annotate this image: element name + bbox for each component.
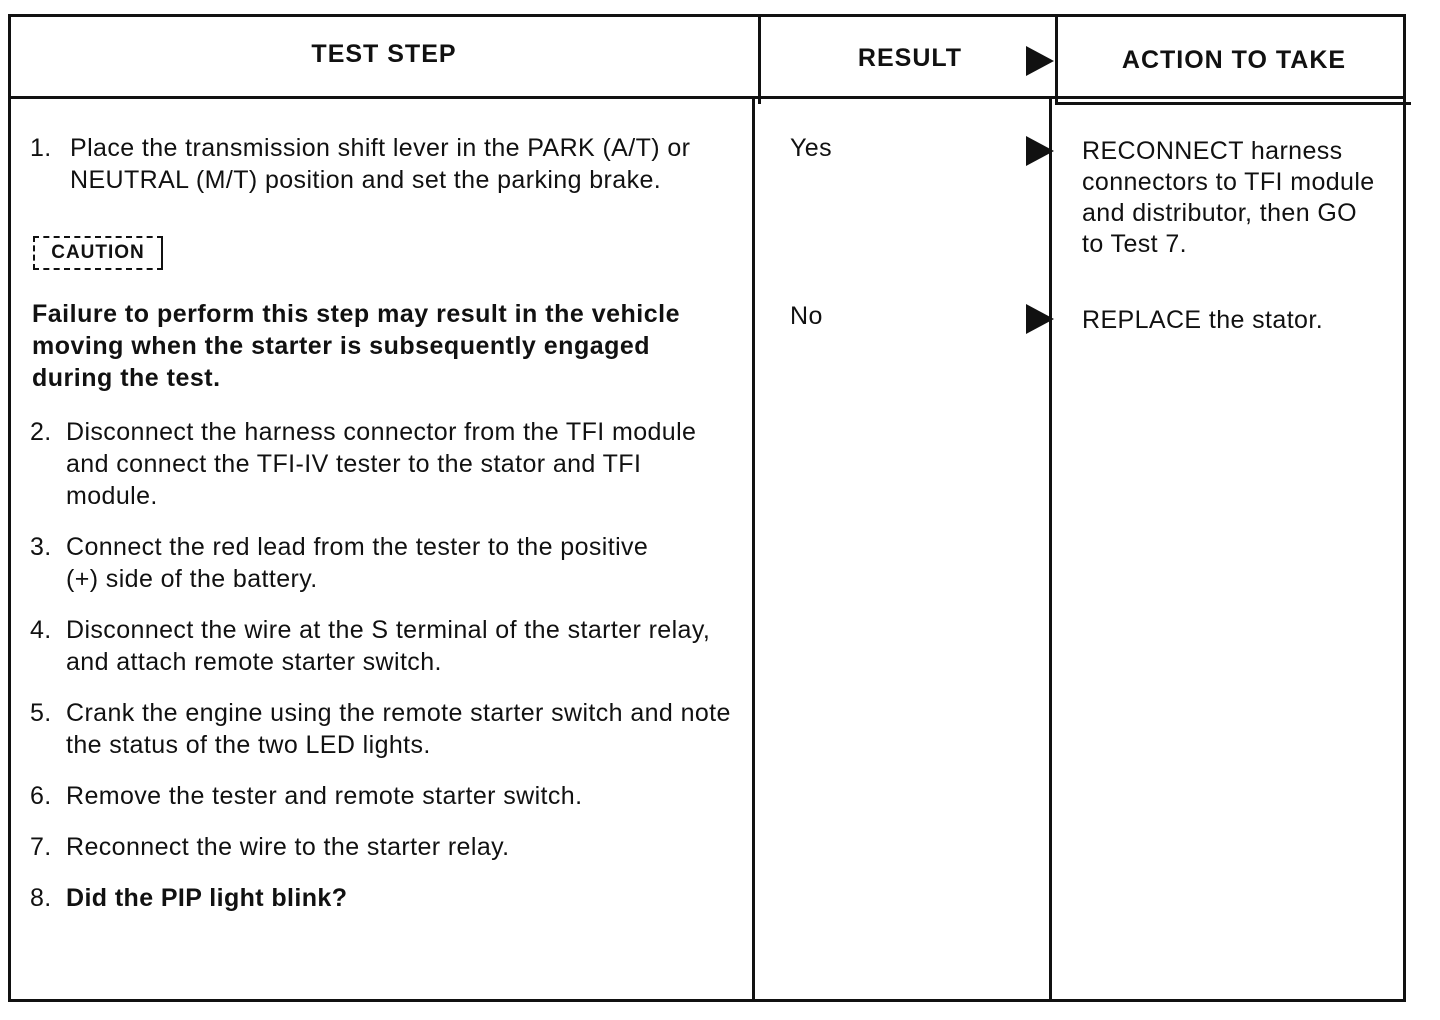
- column-divider-2: [1055, 14, 1058, 104]
- action-no: REPLACE the stator.: [1082, 306, 1324, 334]
- test-step-2: [30, 416, 706, 512]
- result-no-arrow-icon: [1026, 304, 1054, 334]
- test-step-8: [30, 882, 735, 914]
- test-step-6: [30, 780, 735, 812]
- test-step-1: [30, 132, 725, 196]
- step-text: Connect the red lead from the tester to the positive (+) side of the battery.: [66, 533, 649, 593]
- step-text: Remove the tester and remote starter switch.: [66, 782, 583, 810]
- header-test-step: TEST STEP: [311, 40, 457, 68]
- step-number: 3.: [30, 533, 52, 561]
- step-text: Reconnect the wire to the starter relay.: [66, 833, 510, 861]
- step-number: 1.: [30, 134, 52, 162]
- step-text: Crank the engine using the remote starter switch and note the status of the two LED lights.: [66, 699, 731, 759]
- step-number: 2.: [30, 418, 52, 446]
- step-list-lower: [30, 416, 735, 933]
- header-divider-right: [1055, 102, 1411, 105]
- column-divider-1: [758, 14, 761, 104]
- result-no: No: [790, 302, 823, 330]
- header-result: RESULT: [857, 44, 963, 72]
- step-number: 5.: [30, 699, 52, 727]
- header-arrow-icon: [1026, 46, 1054, 76]
- step-number: 4.: [30, 616, 52, 644]
- step-number: 8.: [30, 884, 52, 912]
- caution-badge: CAUTION: [33, 236, 163, 270]
- header-action: ACTION TO TAKE: [1121, 46, 1347, 74]
- caution-text: Failure to perform this step may result in the vehicle moving when the starter is subsequently engaged during the test.: [32, 300, 680, 392]
- step-text: Did the PIP light blink?: [66, 884, 348, 912]
- test-step-4: [30, 614, 716, 678]
- step-list-upper: [30, 132, 735, 212]
- result-yes-arrow-icon: [1026, 136, 1054, 166]
- step-number: 7.: [30, 833, 52, 861]
- test-step-5: [30, 697, 756, 761]
- action-yes: RECONNECT harness connectors to TFI module and distributor, then GO to Test 7.: [1082, 137, 1375, 258]
- test-step-3: [30, 531, 686, 595]
- column-divider-1-lower: [752, 99, 755, 1002]
- step-text: Disconnect the wire at the S terminal of the starter relay, and attach remote starter switch.: [66, 616, 711, 676]
- column-divider-2-lower: [1049, 99, 1052, 1002]
- step-text: Place the transmission shift lever in the PARK (A/T) or NEUTRAL (M/T) position and set the parking brake.: [70, 134, 691, 194]
- step-text: Disconnect the harness connector from the TFI module and connect the TFI-IV tester to the stator and TFI module.: [66, 418, 697, 510]
- step-number: 6.: [30, 782, 52, 810]
- header-divider: [8, 96, 1406, 99]
- result-yes: Yes: [790, 134, 832, 162]
- test-step-7: [30, 831, 735, 863]
